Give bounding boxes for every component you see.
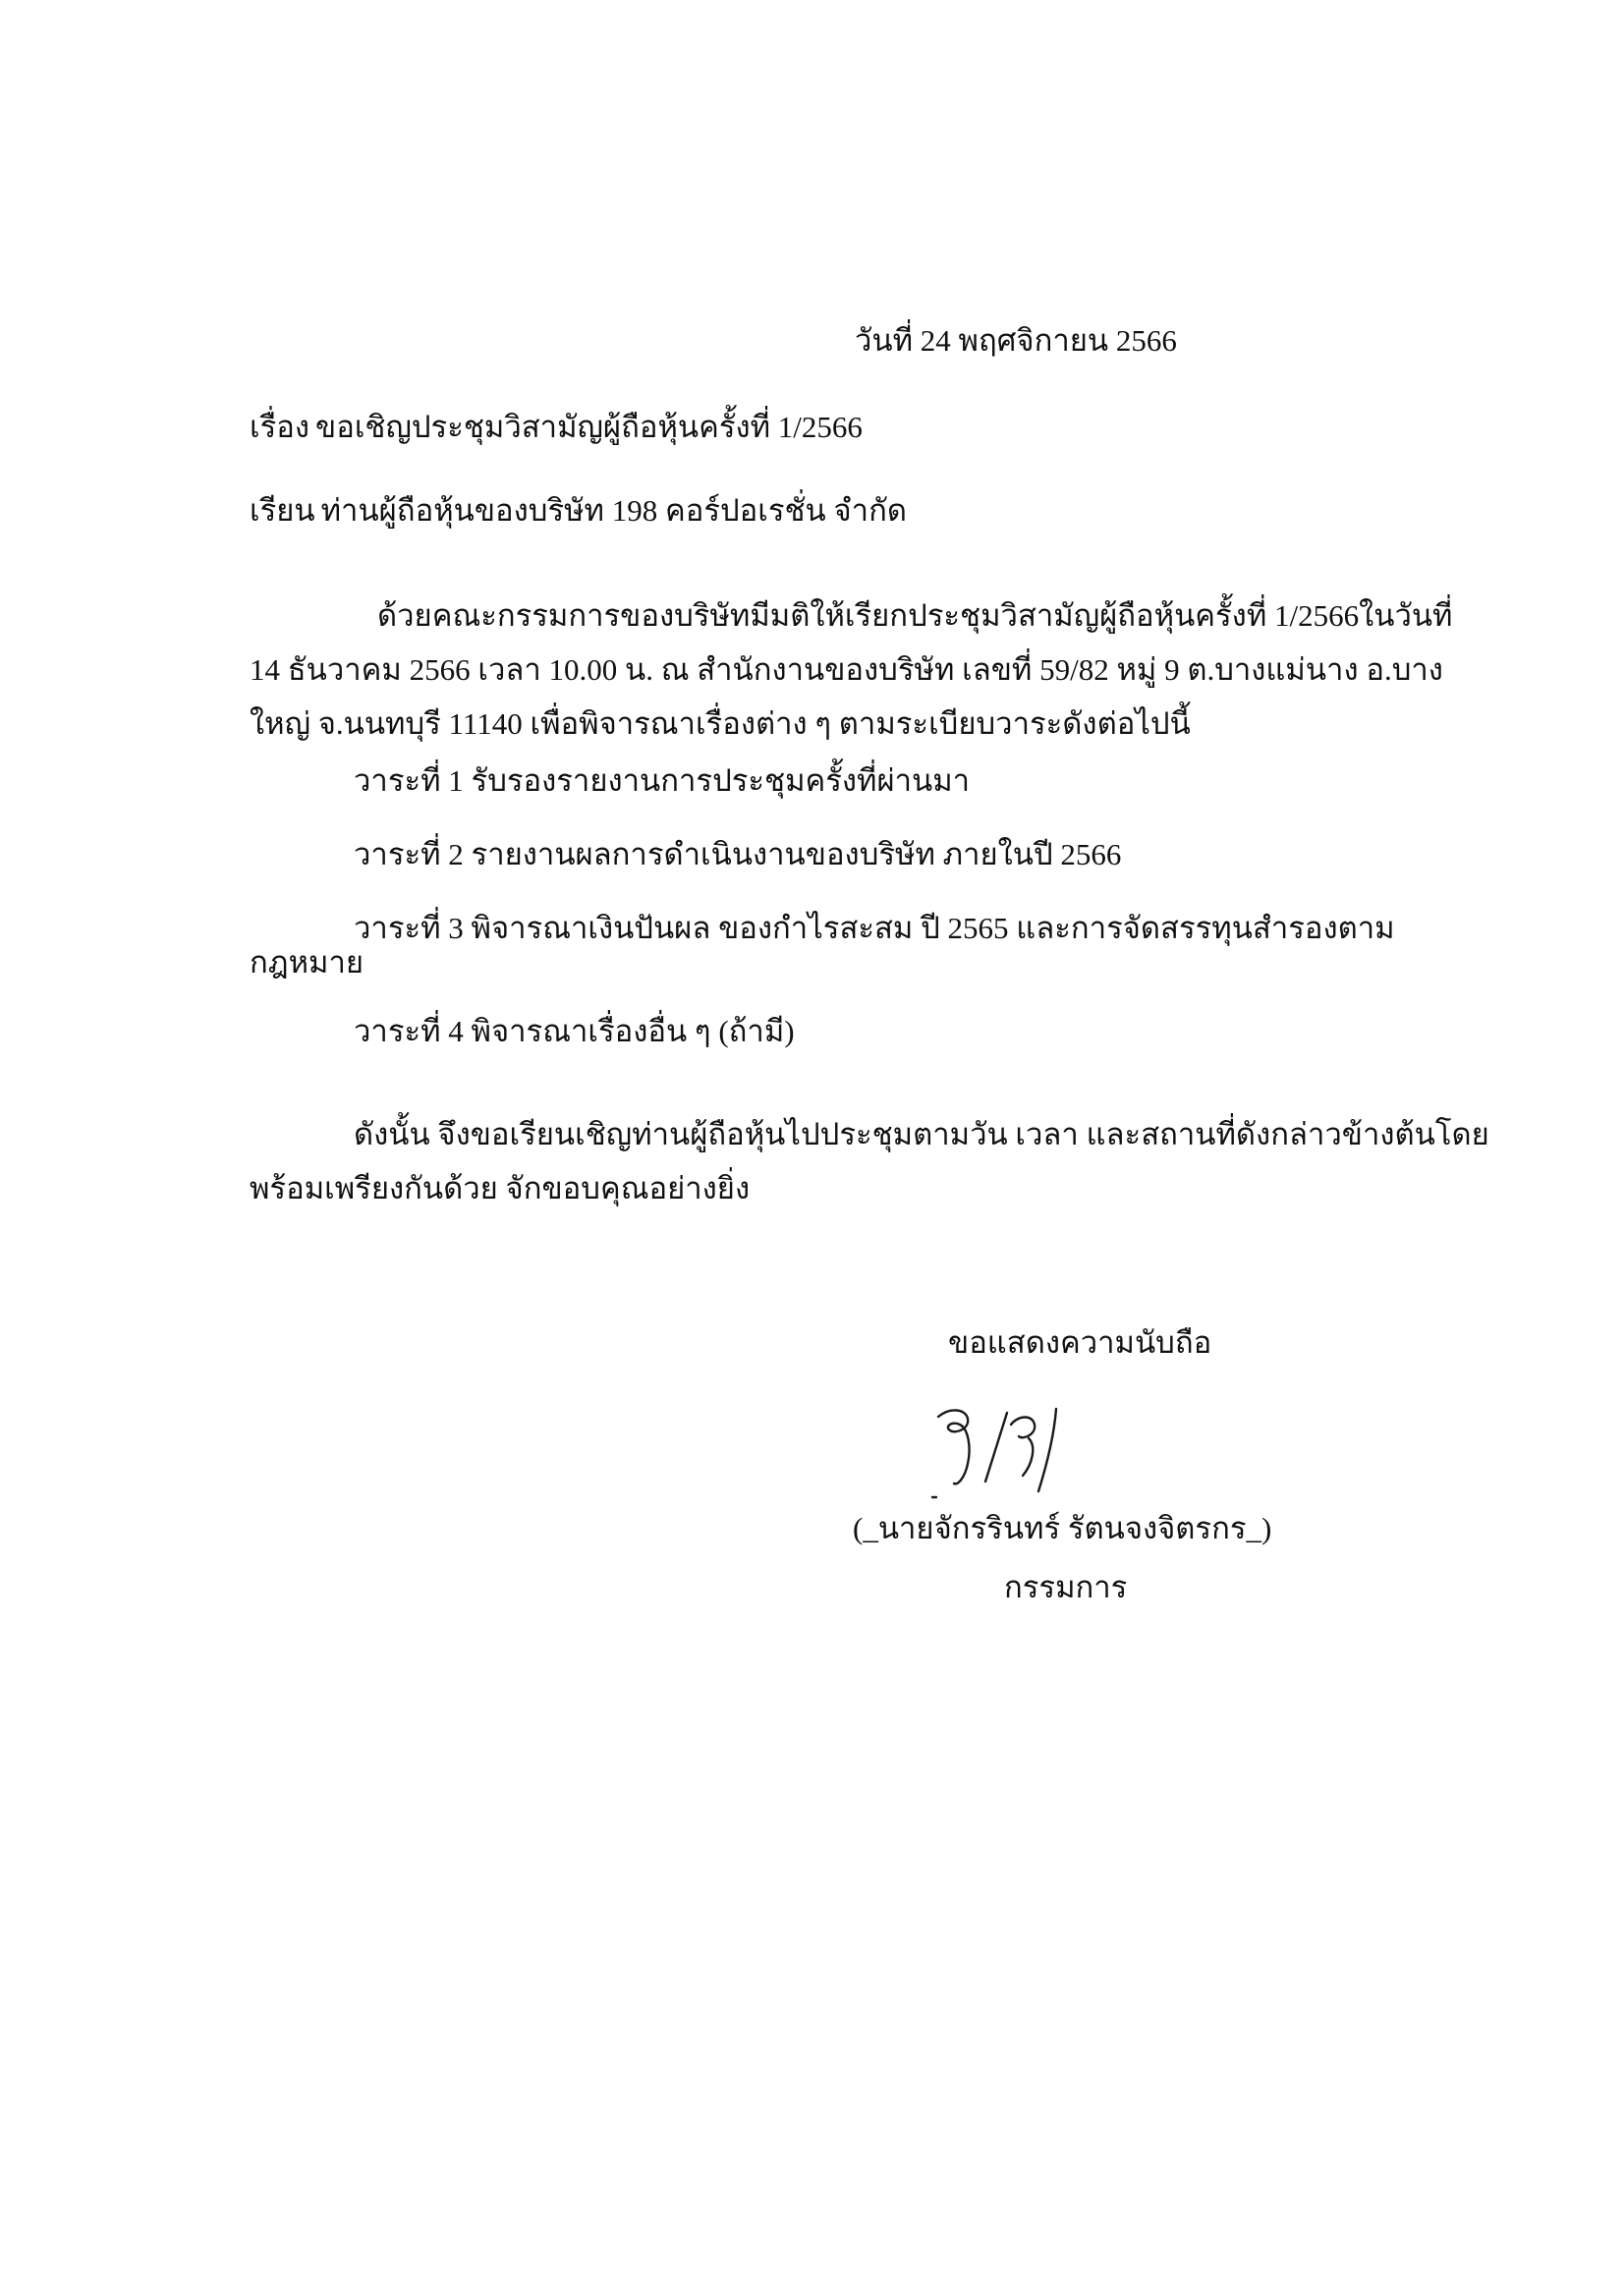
body-paragraph-line-1: ด้วยคณะกรรมการของบริษัทมีมติให้เรียกประชุมวิสามัญผู้ถือหุ้นครั้งที่ 1/2566ในวันที่: [377, 598, 1453, 633]
closing-paragraph-line-1: ดังนั้น จึงขอเรียนเชิญท่านผู้ถือหุ้นไปประชุมตามวัน เวลา และสถานที่ดังกล่าวข้างต้นโดย: [354, 1117, 1489, 1151]
recipient-text: ท่านผู้ถือหุ้นของบริษัท 198 คอร์ปอเรชั่น จำกัด: [320, 493, 907, 528]
signatory-title: กรรมการ: [1004, 1570, 1128, 1604]
agenda-item-2: วาระที่ 2 รายงานผลการดำเนินงานของบริษัท ภายในปี 2566: [354, 837, 1122, 871]
subject-label: เรื่อง: [250, 410, 310, 444]
subject-text: ขอเชิญประชุมวิสามัญผู้ถือหุ้นครั้งที่ 1/2566: [315, 410, 863, 444]
agenda-item-3-continuation: กฎหมาย: [250, 945, 364, 980]
body-paragraph-line-2: 14 ธันวาคม 2566 เวลา 10.00 น. ณ สำนักงานของบริษัท เลขที่ 59/82 หมู่ 9 ต.บางแม่นาง อ.บาง: [250, 652, 1443, 687]
body-paragraph-line-3: ใหญ่ จ.นนทบุรี 11140 เพื่อพิจารณาเรื่องต่าง ๆ ตามระเบียบวาระดังต่อไปนี้: [250, 706, 1191, 741]
signatory-name: (_นายจักรรินทร์ รัตนจงจิตรกร_): [853, 1511, 1272, 1545]
letter-recipient: [250, 491, 907, 531]
letter-date: วันที่ 24 พฤศจิกายน 2566: [855, 323, 1177, 358]
sign-off: ขอแสดงความนับถือ: [948, 1325, 1212, 1360]
agenda-item-1: วาระที่ 1 รับรองรายงานการประชุมครั้งที่ผ่านมา: [354, 763, 971, 798]
closing-paragraph-line-2: พร้อมเพรียงกันด้วย จักขอบคุณอย่างยิ่ง: [250, 1171, 751, 1205]
agenda-item-3: วาระที่ 3 พิจารณาเงินปันผล ของกำไรสะสม ปี 2565 และการจัดสรรทุนสำรองตาม: [354, 911, 1395, 945]
agenda-item-4: วาระที่ 4 พิจารณาเรื่องอื่น ๆ (ถ้ามี): [354, 1014, 795, 1048]
letter-subject: [250, 408, 863, 447]
handwritten-signature: [928, 1395, 1086, 1503]
recipient-label: เรียน: [250, 493, 315, 528]
